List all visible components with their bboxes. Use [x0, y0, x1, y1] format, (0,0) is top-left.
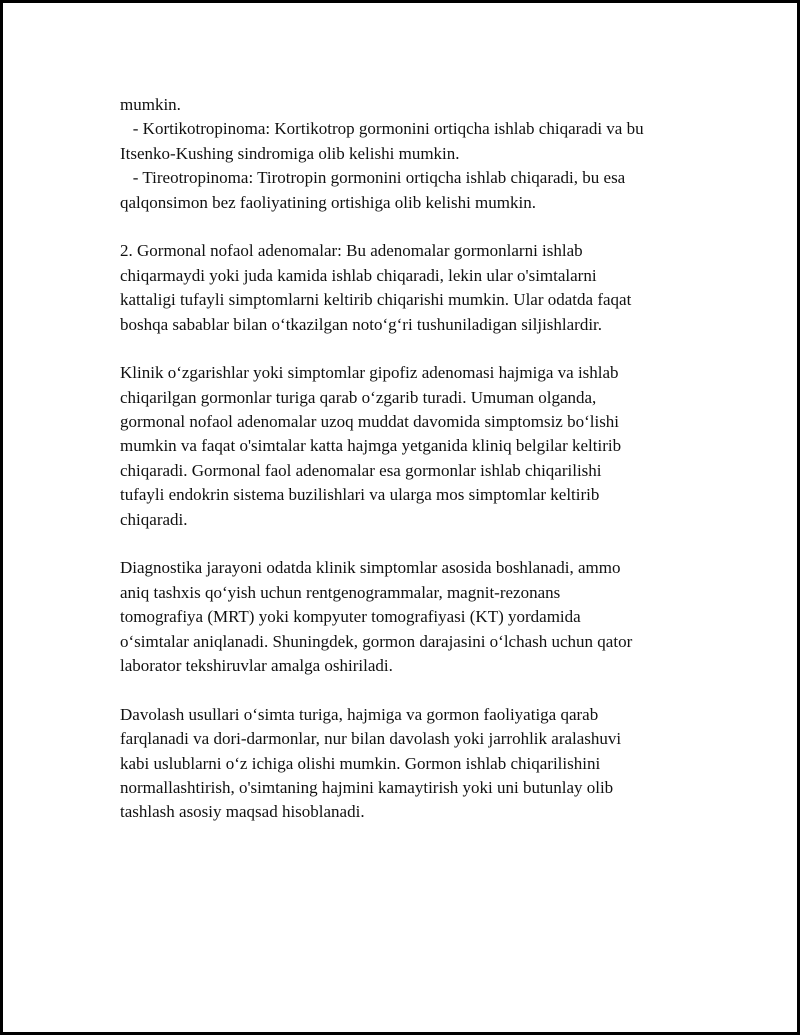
text-line: tomografiya (MRT) yoki kompyuter tomografiyasi (KT) yordamida: [120, 607, 581, 627]
text-line: tufayli endokrin sistema buzilishlari va ularga mos simptomlar keltirib: [120, 485, 600, 505]
text-line: Klinik o‘zgarishlar yoki simptomlar gipofiz adenomasi hajmiga va ishlab: [120, 363, 619, 383]
text-line: Davolash usullari o‘simta turiga, hajmiga va gormon faoliyatiga qarab: [120, 704, 599, 724]
paragraph-nonfunctional-adenomas: [120, 239, 720, 337]
paragraph-spacer: [120, 215, 720, 239]
text-line: boshqa sabablar bilan o‘tkazilgan noto‘g‘ri tushuniladigan siljishlardir.: [120, 314, 603, 334]
paragraph-diagnostics: [120, 556, 720, 678]
text-line: aniq tashxis qo‘yish uchun rentgenogrammalar, magnit-rezonans: [120, 582, 561, 602]
text-line: normallashtirish, o'simtaning hajmini kamaytirish yoki uni butunlay olib: [120, 777, 614, 797]
text-line: chiqaradi. Gormonal faol adenomalar esa gormonlar ishlab chiqarilishi: [120, 460, 602, 480]
text-line: - Kortikotropinoma: Kortikotrop gormonini ortiqcha ishlab chiqaradi va bu: [120, 119, 644, 139]
text-line: laborator tekshiruvlar amalga oshiriladi.: [120, 655, 393, 675]
text-line: - Tireotropinoma: Tirotropin gormonini ortiqcha ishlab chiqaradi, bu esa: [120, 168, 626, 188]
paragraph-hormone-types-continued: [120, 93, 720, 215]
text-line: o‘simtalar aniqlanadi. Shuningdek, gormon darajasini o‘lchash uchun qator: [120, 631, 633, 651]
text-line: Diagnostika jarayoni odatda klinik simptomlar asosida boshlanadi, ammo: [120, 558, 621, 578]
paragraph-spacer: [120, 532, 720, 556]
paragraph-clinical-changes: [120, 361, 720, 532]
text-line: mumkin.: [120, 95, 181, 114]
document-body: [120, 93, 720, 825]
paragraph-spacer: [120, 337, 720, 361]
text-line: chiqarmaydi yoki juda kamida ishlab chiqaradi, lekin ular o'simtalarni: [120, 265, 597, 285]
text-line: kattaligi tufayli simptomlarni keltirib chiqarishi mumkin. Ular odatda faqat: [120, 290, 632, 310]
text-line: mumkin va faqat o'simtalar katta hajmga yetganida kliniq belgilar keltirib: [120, 436, 622, 456]
text-line: chiqaradi.: [120, 509, 188, 529]
text-line: 2. Gormonal nofaol adenomalar: Bu adenomalar gormonlarni ishlab: [120, 241, 583, 261]
paragraph-spacer: [120, 678, 720, 702]
text-line: tashlash asosiy maqsad hisoblanadi.: [120, 802, 365, 822]
text-line: kabi uslublarni o‘z ichiga olishi mumkin. Gormon ishlab chiqarilishini: [120, 753, 601, 773]
paragraph-treatment: [120, 703, 720, 825]
text-line: qalqonsimon bez faoliyatining ortishiga olib kelishi mumkin.: [120, 192, 536, 212]
text-line: farqlanadi va dori-darmonlar, nur bilan davolash yoki jarrohlik aralashuvi: [120, 729, 622, 749]
text-line: Itsenko-Kushing sindromiga olib kelishi mumkin.: [120, 143, 460, 163]
text-line: chiqarilgan gormonlar turiga qarab o‘zgarib turadi. Umuman olganda,: [120, 387, 597, 407]
text-line: gormonal nofaol adenomalar uzoq muddat davomida simptomsiz bo‘lishi: [120, 412, 620, 432]
